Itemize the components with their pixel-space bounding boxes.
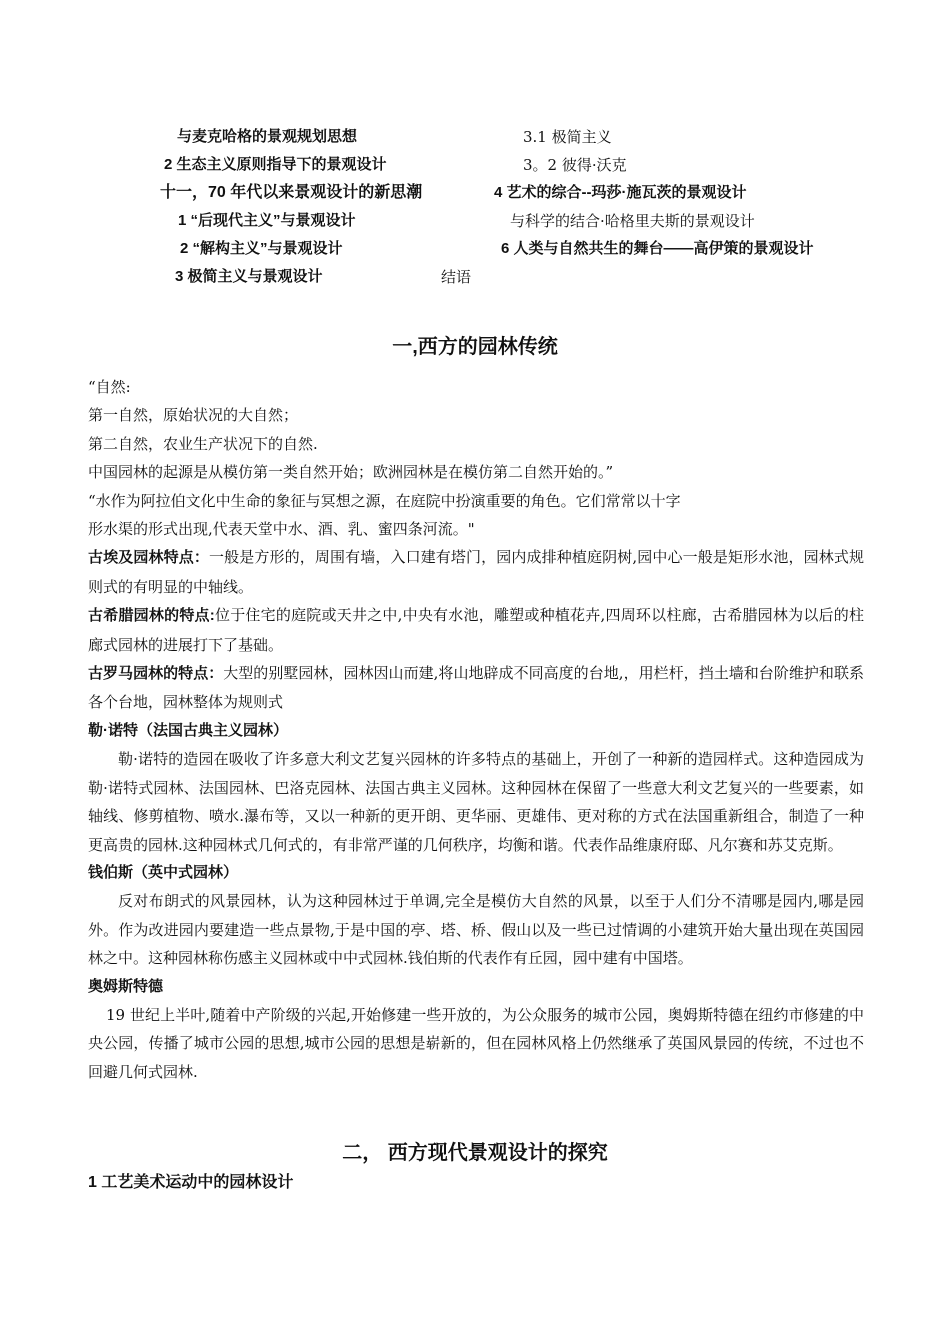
rome-text: 大型的别墅园林，园林因山而建,将山地辟成不同高度的台地,，用栏杆，挡土墙和台阶维护和联系各个台地，园林整体为规则式 xyxy=(88,664,864,712)
rome-label: 古罗马园林的特点： xyxy=(88,665,224,683)
egypt-label: 古埃及园林特点： xyxy=(88,549,209,567)
subsection-title: 1 工艺美术运动中的园林设计 xyxy=(88,1174,294,1191)
rome-paragraph xyxy=(88,659,864,717)
quote-line: 第二自然，农业生产状况下的自然. xyxy=(88,434,318,453)
section-title: 二， 西方现代景观设计的探究 xyxy=(342,1142,608,1164)
egypt-text: 一般是方形的，周围有墙，入口建有塔门，园内成排种植庭阴树,园中心一般是矩形水池，园林式规则式的有明显的中轴线。 xyxy=(88,548,864,596)
toc-right-item: 6 人类与自然共生的舞台——高伊策的景观设计 xyxy=(501,240,814,257)
section-title: 一,西方的园林传统 xyxy=(392,336,558,358)
quote-line: 中国园林的起源是从模仿第一类自然开始；欧洲园林是在模仿第二自然开始的。” xyxy=(88,463,614,482)
lenotre-heading: 勒·诺特（法国古典主义园林） xyxy=(88,721,288,739)
greece-label: 古希腊园林的特点: xyxy=(88,607,215,625)
toc-right-item: 3.1 极简主义 xyxy=(523,128,612,146)
toc-left-item: 3 极简主义与景观设计 xyxy=(175,268,323,285)
lenotre-paragraph: 勒·诺特的造园在吸收了许多意大利文艺复兴园林的许多特点的基础上，开创了一种新的造园样式。这种造园成为勒·诺特式园林、法国园林、巴洛克园林、法国古典主义园林。这种园林在保留了一些意大利文艺复兴的一些要素，如轴线、修剪植物、喷水.瀑布等，又以一种新的更开朗、更华丽、更雄伟、更对称的方式在法国重新组合，制造了一种更高贵的园林.这种园林式几何式的，有非常严谨的几何秩序，均衡和谐。代表作品维康府邸、凡尔赛和苏艾克斯。 xyxy=(88,750,864,854)
toc-left-item: 与麦克哈格的景观规划思想 xyxy=(177,128,358,145)
chambers-paragraph: 反对布朗式的风景园林，认为这种园林过于单调,完全是模仿大自然的风景，以至于人们分不清哪是园内,哪是园外。作为改进园内要建造一些点景物,于是中国的亭、塔、桥、假山以及一些已过情调的小建筑开始大量出现在英国园林之中。这种园林称伤感主义园林或中中式园林.钱伯斯的代表作有丘园，园中建有中国塔。 xyxy=(88,892,864,968)
quote-line: 第一自然，原始状况的大自然； xyxy=(88,406,299,425)
toc-left-item: 1 “后现代主义”与景观设计 xyxy=(178,212,356,229)
olmsted-paragraph: 19 世纪上半叶,随着中产阶级的兴起,开始修建一些开放的，为公众服务的城市公园，奥姆斯特德在纽约市修建的中央公园，传播了城市公园的思想,城市公园的思想是崭新的，但在园林风格上仍然继承了英国风景园的传统，不过也不回避几何式园林. xyxy=(88,1005,864,1081)
greece-text: 位于住宅的庭院或天井之中,中央有水池，雕塑或种植花卉,四周环以柱廊，古希腊园林为以后的柱廊式园林的进展打下了基础。 xyxy=(88,606,864,654)
toc-right-item: 结语 xyxy=(441,268,472,286)
toc-left-item: 十一，70 年代以来景观设计的新思潮 xyxy=(160,184,423,201)
toc-left-item: 2 “解构主义”与景观设计 xyxy=(180,240,343,257)
toc-right-item: 3。2 彼得·沃克 xyxy=(523,156,627,174)
toc-right-item: 4 艺术的综合--玛莎·施瓦茨的景观设计 xyxy=(494,184,747,201)
egypt-paragraph xyxy=(88,543,864,601)
chambers-heading: 钱伯斯（英中式园林） xyxy=(88,863,239,881)
quote-line: 形水渠的形式出现,代表天堂中水、酒、乳、蜜四条河流。" xyxy=(88,520,475,539)
section-body xyxy=(88,373,864,1086)
quote-line: “水作为阿拉伯文化中生命的象征与冥想之源，在庭院中扮演重要的角色。它们常常以十字 xyxy=(88,491,681,510)
quote-line: “自然: xyxy=(88,378,131,396)
olmsted-heading: 奥姆斯特德 xyxy=(88,977,164,995)
greece-paragraph xyxy=(88,601,864,659)
toc-right-item: 与科学的结合·哈格里夫斯的景观设计 xyxy=(510,212,755,230)
toc-left-item: 2 生态主义原则指导下的景观设计 xyxy=(164,156,387,173)
